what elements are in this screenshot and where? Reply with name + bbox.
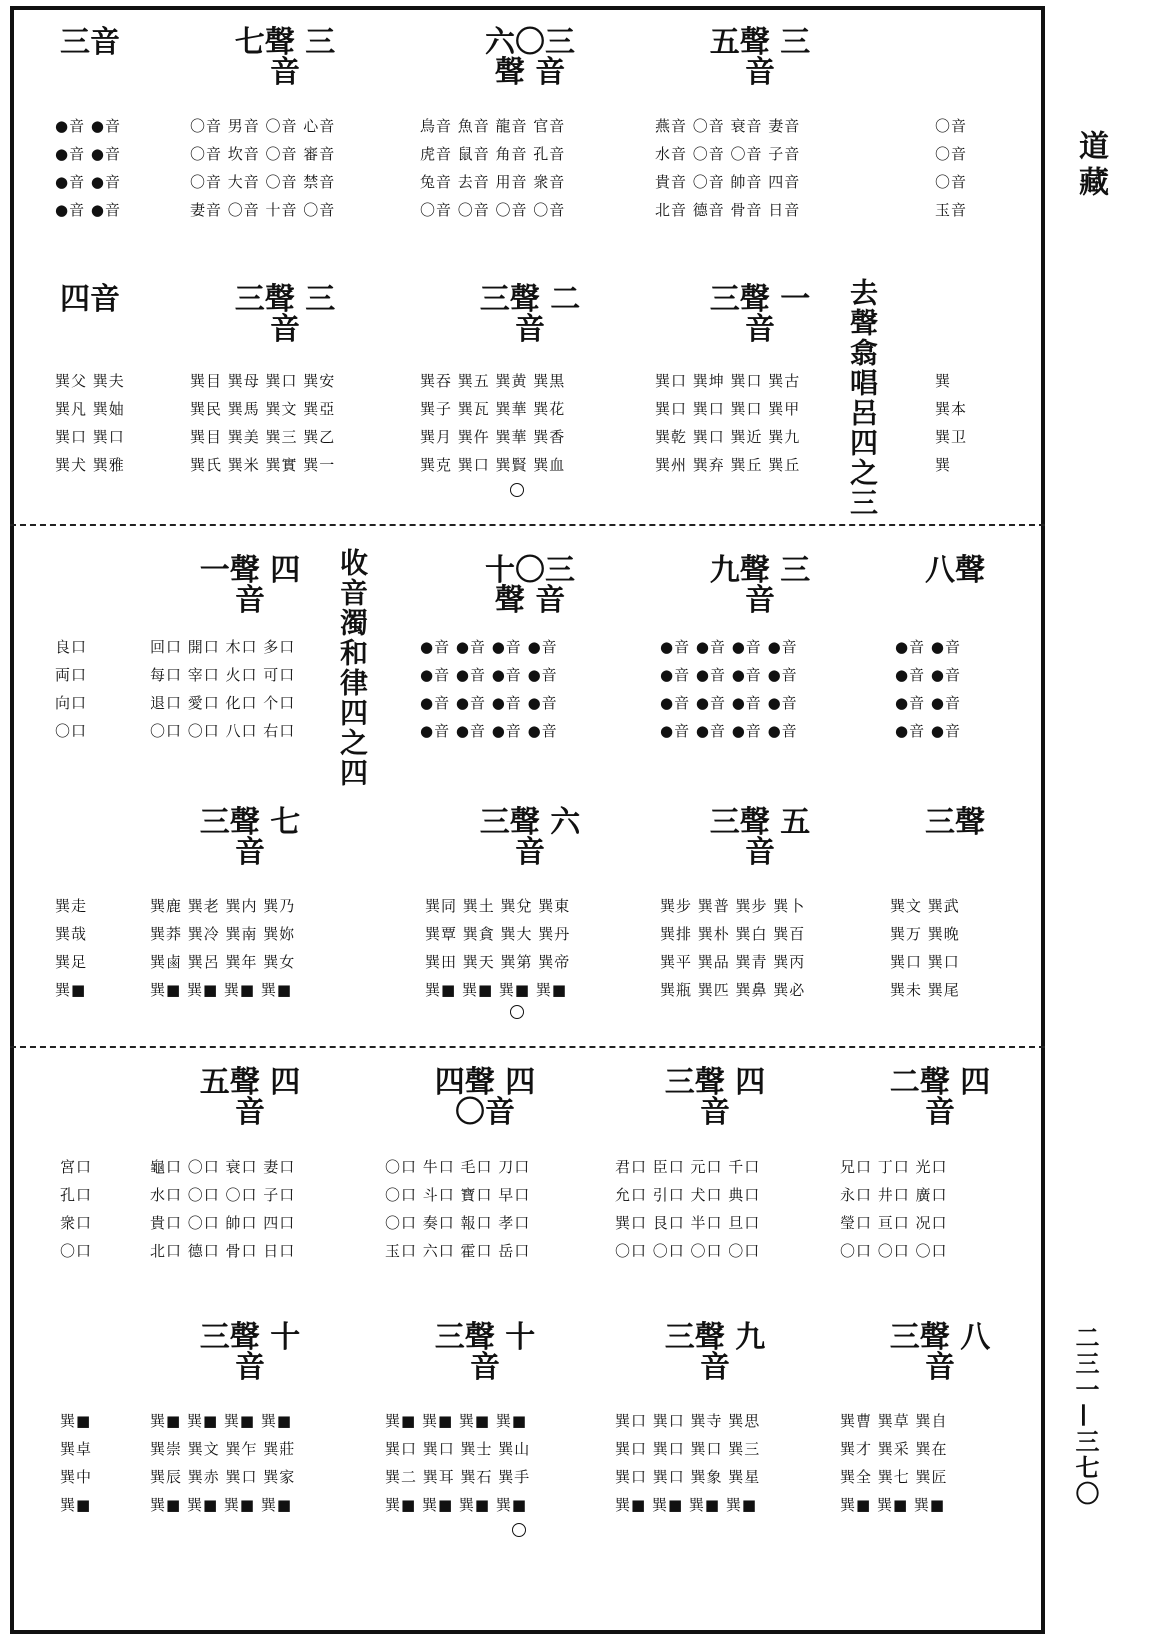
rhyme-row: 鳥音 魚音 龍音 官音 bbox=[420, 117, 566, 135]
rhyme-row: 巽■ 巽■ 巽■ 巽■ bbox=[150, 981, 292, 999]
rhyme-row: 巽瓶 巽匹 巽鼻 巽必 bbox=[660, 981, 806, 999]
rhyme-row: ●音 ●音 bbox=[55, 145, 121, 163]
rhyme-row: 巽曹 巽草 巽自 bbox=[840, 1412, 948, 1430]
rhyme-row: 巽莽 巽冷 巽南 巽妳 bbox=[150, 925, 296, 943]
rhyme-row: 巽目 巽母 巽口 巽安 bbox=[190, 372, 336, 390]
rhyme-row: 巽万 巽晚 bbox=[890, 925, 960, 943]
rhyme-row: 孔口 bbox=[60, 1186, 93, 1204]
rhyme-row: ●音 ●音 ●音 ●音 bbox=[420, 666, 558, 684]
rhyme-row: 巽 bbox=[935, 456, 952, 474]
rhyme-row: 〇口 bbox=[55, 722, 88, 740]
rhyme-row: 〇口 斗口 寶口 早口 bbox=[385, 1186, 531, 1204]
rhyme-row: ●音 ●音 bbox=[895, 638, 961, 656]
rhyme-row: 巽月 巽仵 巽華 巽香 bbox=[420, 428, 566, 446]
rhyme-row: 巽凡 巽妯 bbox=[55, 400, 125, 418]
rhyme-row: ●音 ●音 ●音 ●音 bbox=[660, 722, 798, 740]
rhyme-row: 巽■ bbox=[60, 1412, 92, 1430]
rhyme-row: 巽卫 bbox=[935, 428, 968, 446]
rhyme-row: 巽卓 bbox=[60, 1440, 93, 1458]
tone-header: 三聲 七音 bbox=[199, 805, 301, 870]
rhyme-row: 巽■ bbox=[60, 1496, 92, 1514]
rhyme-row: 巽■ 巽■ 巽■ 巽■ bbox=[615, 1496, 757, 1514]
tone-header: 三聲 十音 bbox=[199, 1320, 301, 1385]
tone-header: 九聲 三音 bbox=[709, 553, 811, 618]
rhyme-row: 巽口 巽口 bbox=[55, 428, 125, 446]
rhyme-row: 貴音 〇音 帥音 四音 bbox=[655, 173, 801, 191]
rhyme-row: ●音 ●音 bbox=[55, 201, 121, 219]
rhyme-row: 北口 德口 骨口 日口 bbox=[150, 1242, 296, 1260]
rhyme-row: 巽口 巽坤 巽口 巽古 bbox=[655, 372, 801, 390]
rhyme-row: 巽父 巽夫 bbox=[55, 372, 125, 390]
rhyme-row: 玉音 bbox=[935, 201, 968, 219]
rhyme-row: ●音 ●音 ●音 ●音 bbox=[420, 694, 558, 712]
rhyme-row: 巽吞 巽五 巽黄 巽黒 bbox=[420, 372, 566, 390]
rhyme-row: 両口 bbox=[55, 666, 88, 684]
rhyme-row: ●音 ●音 bbox=[55, 173, 121, 191]
rhyme-row: 巽氏 巽米 巽實 巽一 bbox=[190, 456, 336, 474]
tone-header: 三聲 六音 bbox=[479, 805, 581, 870]
rhyme-row: 巽口 艮口 半口 旦口 bbox=[615, 1214, 761, 1232]
tone-header: 三聲 十音 bbox=[434, 1320, 536, 1385]
rhyme-row: 虎音 鼠音 角音 孔音 bbox=[420, 145, 566, 163]
rhyme-row: 〇口 牛口 毛口 刀口 bbox=[385, 1158, 531, 1176]
rhyme-row: 巽目 巽美 巽三 巽乙 bbox=[190, 428, 336, 446]
rhyme-row: 玉口 六口 霍口 岳口 bbox=[385, 1242, 531, 1260]
tone-header: 三聲 五音 bbox=[709, 805, 811, 870]
tone-header: 一聲 四音 bbox=[199, 553, 301, 618]
tone-header: 五聲 三音 bbox=[709, 25, 811, 90]
rhyme-row: 巽■ 巽■ 巽■ 巽■ bbox=[150, 1412, 292, 1430]
rhyme-row: ●音 ●音 bbox=[55, 117, 121, 135]
rhyme-row: 允口 引口 犬口 典口 bbox=[615, 1186, 761, 1204]
rhyme-row: 巽 bbox=[935, 372, 952, 390]
rhyme-row: 龜口 〇口 衰口 妻口 bbox=[150, 1158, 296, 1176]
rhyme-row: 巽乾 巽口 巽近 巽九 bbox=[655, 428, 801, 446]
rhyme-row: 巽犬 巽雅 bbox=[55, 456, 125, 474]
rhyme-row: 巽克 巽口 巽賢 巽血 bbox=[420, 456, 566, 474]
rhyme-row: 巽排 巽朴 巽白 巽百 bbox=[660, 925, 806, 943]
rhyme-row: 每口 宰口 火口 可口 bbox=[150, 666, 296, 684]
rhyme-row: 兔音 去音 用音 衆音 bbox=[420, 173, 566, 191]
rhyme-row: 巽才 巽采 巽在 bbox=[840, 1440, 948, 1458]
rhyme-row: 巽中 bbox=[60, 1468, 93, 1486]
rhyme-row: 巽平 巽品 巽青 巽丙 bbox=[660, 953, 806, 971]
circle-mark bbox=[510, 1005, 524, 1019]
rhyme-row: 退口 愛口 化口 个口 bbox=[150, 694, 296, 712]
rhyme-row: 巽鹿 巽老 巽内 巽乃 bbox=[150, 897, 296, 915]
rhyme-row: 永口 井口 廣口 bbox=[840, 1186, 948, 1204]
tone-header: 八聲 bbox=[925, 553, 985, 588]
tone-header: 四聲 四〇音 bbox=[434, 1065, 536, 1130]
tone-header: 三聲 四音 bbox=[664, 1065, 766, 1130]
rhyme-row: 巽同 巽土 巽兌 巽東 bbox=[425, 897, 571, 915]
margin-label-daozang: 道藏 bbox=[1073, 130, 1108, 202]
rhyme-row: ●音 ●音 ●音 ●音 bbox=[420, 638, 558, 656]
rhyme-row: 巽文 巽武 bbox=[890, 897, 960, 915]
rhyme-row: 〇音 大音 〇音 禁音 bbox=[190, 173, 336, 191]
rhyme-row: 〇口 〇口 〇口 bbox=[840, 1242, 948, 1260]
rhyme-row: 瑩口 亘口 况口 bbox=[840, 1214, 948, 1232]
rhyme-row: 巽口 巽口 巽象 巽星 bbox=[615, 1468, 761, 1486]
rhyme-row: 水口 〇口 〇口 子口 bbox=[150, 1186, 296, 1204]
rhyme-row: 君口 臣口 元口 千口 bbox=[615, 1158, 761, 1176]
rhyme-row: 巽步 巽普 巽步 巽卜 bbox=[660, 897, 806, 915]
rhyme-row: 巽足 bbox=[55, 953, 88, 971]
rhyme-row: 巽■ 巽■ 巽■ 巽■ bbox=[385, 1496, 527, 1514]
rhyme-row: ●音 ●音 bbox=[895, 694, 961, 712]
rhyme-row: 兄口 丁口 光口 bbox=[840, 1158, 948, 1176]
tone-header: 五聲 四音 bbox=[199, 1065, 301, 1130]
page-number: 二三一—三七〇 bbox=[1071, 1325, 1100, 1507]
rhyme-row: 巽民 巽馬 巽文 巽亞 bbox=[190, 400, 336, 418]
rhyme-row: ●音 ●音 bbox=[895, 666, 961, 684]
rhyme-row: 巽■ 巽■ 巽■ 巽■ bbox=[385, 1412, 527, 1430]
rhyme-row: 〇口 〇口 八口 右口 bbox=[150, 722, 296, 740]
rhyme-row: 妻音 〇音 十音 〇音 bbox=[190, 201, 336, 219]
rhyme-row: 巽口 巽口 bbox=[890, 953, 960, 971]
rhyme-row: 宮口 bbox=[60, 1158, 93, 1176]
tone-header: 三聲 二音 bbox=[479, 282, 581, 347]
rhyme-row: 巽鹵 巽呂 巽年 巽女 bbox=[150, 953, 296, 971]
rhyme-row: 巽■ bbox=[55, 981, 87, 999]
rhyme-row: 巽子 巽瓦 巽華 巽花 bbox=[420, 400, 566, 418]
tone-header: 三聲 八音 bbox=[889, 1320, 991, 1385]
rhyme-row: 北音 德音 骨音 日音 bbox=[655, 201, 801, 219]
section-title-1: 去聲翕唱呂四之三 bbox=[846, 278, 879, 518]
rhyme-row: 回口 開口 木口 多口 bbox=[150, 638, 296, 656]
rhyme-row: 巽口 巽口 巽口 巽三 bbox=[615, 1440, 761, 1458]
rhyme-row: ●音 ●音 bbox=[895, 722, 961, 740]
rhyme-row: 巽哉 bbox=[55, 925, 88, 943]
tone-header: 四音 bbox=[60, 282, 120, 317]
tone-header: 七聲 三音 bbox=[234, 25, 336, 90]
rhyme-row: 〇口 bbox=[60, 1242, 93, 1260]
rhyme-row: ●音 ●音 ●音 ●音 bbox=[420, 722, 558, 740]
section-divider bbox=[10, 524, 1045, 526]
rhyme-row: ●音 ●音 ●音 ●音 bbox=[660, 638, 798, 656]
rhyme-row: 〇音 〇音 〇音 〇音 bbox=[420, 201, 566, 219]
rhyme-row: 巽口 巽口 巽寺 巽思 bbox=[615, 1412, 761, 1430]
rhyme-row: 〇音 bbox=[935, 117, 968, 135]
rhyme-row: 巽■ 巽■ 巽■ 巽■ bbox=[150, 1496, 292, 1514]
rhyme-row: 巽覃 巽貪 巽大 巽丹 bbox=[425, 925, 571, 943]
rhyme-row: 〇音 bbox=[935, 145, 968, 163]
rhyme-row: 巽田 巽天 巽第 巽帝 bbox=[425, 953, 571, 971]
rhyme-row: 向口 bbox=[55, 694, 88, 712]
tone-header: 三聲 一音 bbox=[709, 282, 811, 347]
rhyme-row: 巽■ 巽■ 巽■ 巽■ bbox=[425, 981, 567, 999]
rhyme-row: 〇口 奏口 報口 孝口 bbox=[385, 1214, 531, 1232]
section-divider bbox=[10, 1046, 1045, 1048]
tone-header: 十〇三 聲 音 bbox=[485, 553, 575, 618]
rhyme-row: 巽本 bbox=[935, 400, 968, 418]
rhyme-row: 燕音 〇音 衰音 妻音 bbox=[655, 117, 801, 135]
rhyme-row: 巽口 巽口 巽口 巽甲 bbox=[655, 400, 801, 418]
circle-mark bbox=[510, 483, 524, 497]
tone-header: 二聲 四音 bbox=[889, 1065, 991, 1130]
rhyme-row: 巽辰 巽赤 巽口 巽家 bbox=[150, 1468, 296, 1486]
rhyme-row: 巽全 巽七 巽匠 bbox=[840, 1468, 948, 1486]
rhyme-row: 〇音 bbox=[935, 173, 968, 191]
rhyme-row: 巽崇 巽文 巽乍 巽莊 bbox=[150, 1440, 296, 1458]
rhyme-row: 巽口 巽口 巽士 巽山 bbox=[385, 1440, 531, 1458]
tone-header: 三聲 九音 bbox=[664, 1320, 766, 1385]
rhyme-row: 巽二 巽耳 巽石 巽手 bbox=[385, 1468, 531, 1486]
rhyme-row: 良口 bbox=[55, 638, 88, 656]
tone-header: 三聲 bbox=[925, 805, 985, 840]
rhyme-row: 貴口 〇口 帥口 四口 bbox=[150, 1214, 296, 1232]
rhyme-row: ●音 ●音 ●音 ●音 bbox=[660, 694, 798, 712]
tone-header: 三聲 三音 bbox=[234, 282, 336, 347]
rhyme-row: 巽走 bbox=[55, 897, 88, 915]
rhyme-row: 巽■ 巽■ 巽■ bbox=[840, 1496, 946, 1514]
rhyme-row: 水音 〇音 〇音 子音 bbox=[655, 145, 801, 163]
tone-header: 六〇三 聲 音 bbox=[485, 25, 575, 90]
section-title-2: 收音濁和律四之四 bbox=[336, 548, 369, 788]
tone-header: 三音 bbox=[60, 25, 120, 60]
rhyme-row: 巽州 巽弃 巽丘 巽丘 bbox=[655, 456, 801, 474]
rhyme-row: 〇口 〇口 〇口 〇口 bbox=[615, 1242, 761, 1260]
rhyme-row: 〇音 男音 〇音 心音 bbox=[190, 117, 336, 135]
rhyme-row: 巽未 巽尾 bbox=[890, 981, 960, 999]
circle-mark bbox=[512, 1523, 526, 1537]
rhyme-row: 衆口 bbox=[60, 1214, 93, 1232]
rhyme-row: 〇音 坎音 〇音 審音 bbox=[190, 145, 336, 163]
rhyme-row: ●音 ●音 ●音 ●音 bbox=[660, 666, 798, 684]
